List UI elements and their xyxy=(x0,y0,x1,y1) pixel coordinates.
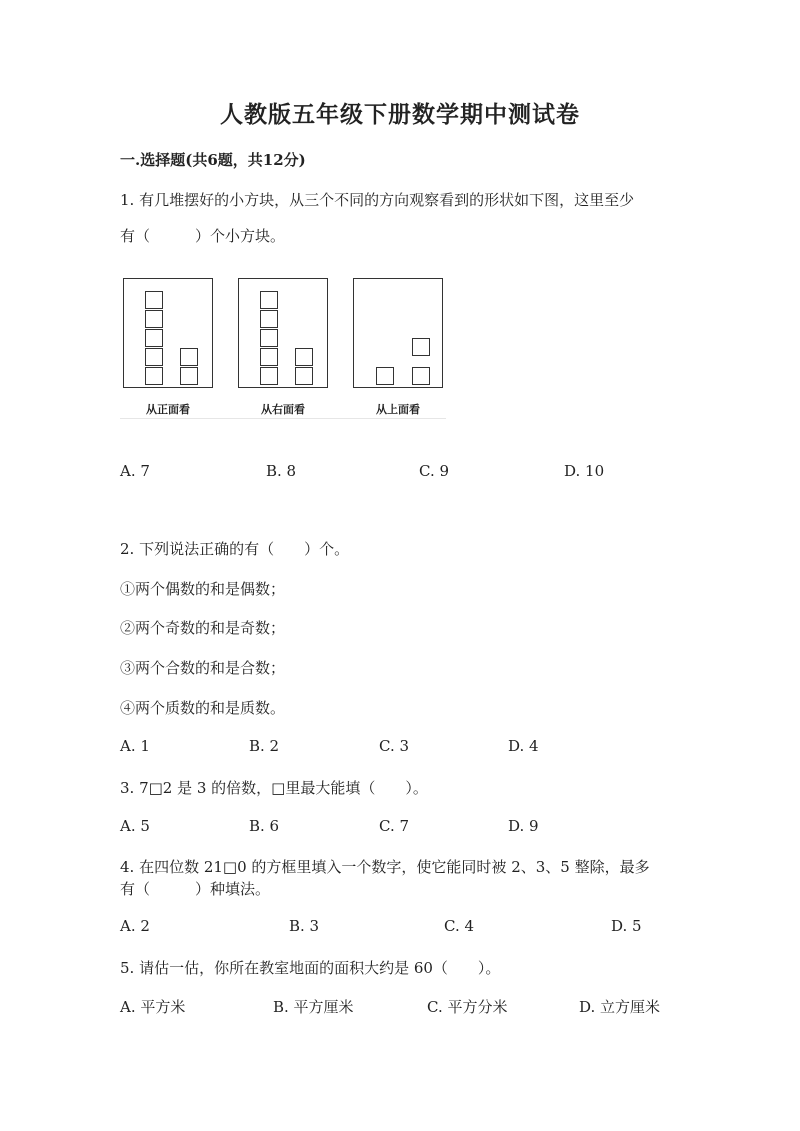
q3-stem: 3. 7□2 是 3 的倍数，□里最大能填（ ）。 xyxy=(120,779,428,797)
q2-statement: ①两个偶数的和是偶数； xyxy=(120,580,286,598)
cube xyxy=(376,367,394,385)
cube xyxy=(145,310,163,328)
front-view-box xyxy=(123,278,213,388)
q2-option-a[interactable]: A. 1 xyxy=(120,737,150,755)
section-heading: 一.选择题(共6题，共12分) xyxy=(120,151,306,169)
q2-option-b[interactable]: B. 2 xyxy=(249,737,280,755)
cube xyxy=(412,338,430,356)
cube xyxy=(295,348,313,366)
cube xyxy=(260,291,278,309)
q5-option-d[interactable]: D. 立方厘米 xyxy=(579,998,661,1016)
q5-option-a[interactable]: A. 平方米 xyxy=(120,998,186,1016)
cube xyxy=(260,367,278,385)
cube xyxy=(145,348,163,366)
q4-option-d[interactable]: D. 5 xyxy=(611,917,642,935)
q3-option-d[interactable]: D. 9 xyxy=(508,817,539,835)
cube xyxy=(260,310,278,328)
cube xyxy=(295,367,313,385)
q2-option-c[interactable]: C. 3 xyxy=(379,737,410,755)
q1-stem-line2: 有（ ）个小方块。 xyxy=(120,227,286,245)
figure-baseline xyxy=(120,418,446,419)
caption-top: 从上面看 xyxy=(376,403,420,416)
cube xyxy=(180,367,198,385)
q2-statement: ③两个合数的和是合数； xyxy=(120,659,286,677)
cube xyxy=(180,348,198,366)
cube xyxy=(412,367,430,385)
q5-option-c[interactable]: C. 平方分米 xyxy=(427,998,508,1016)
cube xyxy=(260,348,278,366)
q3-option-b[interactable]: B. 6 xyxy=(249,817,280,835)
cube xyxy=(145,367,163,385)
q2-statement: ④两个质数的和是质数。 xyxy=(120,699,286,717)
top-view-box xyxy=(353,278,443,388)
caption-right: 从右面看 xyxy=(261,403,305,416)
q5-stem: 5. 请估一估，你所在教室地面的面积大约是 60（ ）。 xyxy=(120,959,501,977)
q1-option-c[interactable]: C. 9 xyxy=(419,462,450,480)
q3-option-c[interactable]: C. 7 xyxy=(379,817,410,835)
q2-stem: 2. 下列说法正确的有（ ）个。 xyxy=(120,540,350,558)
cube xyxy=(145,291,163,309)
q4-option-c[interactable]: C. 4 xyxy=(444,917,475,935)
q1-option-a[interactable]: A. 7 xyxy=(120,462,150,480)
q1-option-b[interactable]: B. 8 xyxy=(266,462,297,480)
q2-statement: ②两个奇数的和是奇数； xyxy=(120,619,286,637)
q1-option-d[interactable]: D. 10 xyxy=(564,462,605,480)
q4-stem-line2: 有（ ）种填法。 xyxy=(120,880,271,898)
q4-stem-line1: 4. 在四位数 21□0 的方框里填入一个数字，使它能同时被 2、3、5 整除，最多 xyxy=(120,858,650,876)
right-view-box xyxy=(238,278,328,388)
cube xyxy=(145,329,163,347)
page-title: 人教版五年级下册数学期中测试卷 xyxy=(220,101,580,128)
q2-option-d[interactable]: D. 4 xyxy=(508,737,539,755)
q5-option-b[interactable]: B. 平方厘米 xyxy=(273,998,354,1016)
q4-option-b[interactable]: B. 3 xyxy=(289,917,320,935)
q1-stem-line1: 1. 有几堆摆好的小方块，从三个不同的方向观察看到的形状如下图，这里至少 xyxy=(120,191,635,209)
q3-option-a[interactable]: A. 5 xyxy=(120,817,150,835)
caption-front: 从正面看 xyxy=(146,403,190,416)
q4-option-a[interactable]: A. 2 xyxy=(120,917,150,935)
cube xyxy=(260,329,278,347)
